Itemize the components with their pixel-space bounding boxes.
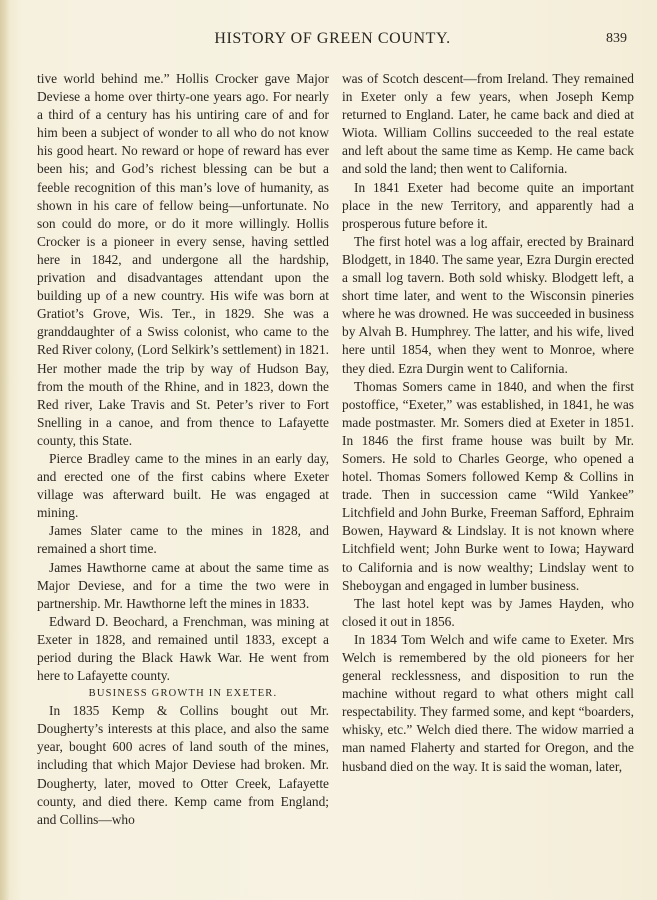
- running-header: [38, 30, 627, 52]
- paragraph: James Hawthorne came at about the same time as Major Deviese, and for a time the two were in partnership. Mr. Hawthorne left the mines in 1833.: [37, 559, 329, 611]
- paragraph: James Slater came to the mines in 1828, and remained a short time.: [37, 523, 329, 557]
- paragraph: tive world behind me.” Hollis Crocker gave Major Deviese a home over thirty-one years ago. For nearly a third of a century has his untiring care of and for him been a subject of wonder to all who do not know his good heart. No reward or hope of reward has ever been his; and God’s richest blessing can be but a feeble recognition of this man’s love of humanity, as shown in his care of fellow being—unfortunate. No son could do more, or do it more willingly. Hollis Crocker is a pioneer in every sense, having settled here in 1842, and undergone all the hardship, privation and disadvantages attendant upon the building up of a new country. His wife was born at Gratiot’s Grove, Wis. Ter., in 1829. She was a granddaughter of a Swiss colonist, who came to the Red River colony, (Lord Selkirk’s settlement) in 1821. Her mother made the trip by way of Hudson Bay, from the mouth of the Rhine, and in 1823, down the Red river, Lake Travis and St. Peter’s river to Fort Snelling in a canoe, and from thence to Lafayette county, this State.: [37, 71, 329, 448]
- page-number: 839: [606, 31, 627, 46]
- paragraph: Edward D. Beochard, a Frenchman, was mining at Exeter in 1828, and remained until 1833, except a period during the Black Hawk War. He went from here to Lafayette county.: [37, 613, 329, 684]
- paragraph: The last hotel kept was by James Hayden, who closed it out in 1856.: [342, 595, 634, 629]
- right-column: [342, 70, 634, 776]
- running-title: HISTORY OF GREEN COUNTY.: [214, 30, 451, 47]
- section-subheading: BUSINESS GROWTH IN EXETER.: [88, 688, 278, 700]
- page-gutter-shadow: [0, 0, 10, 900]
- paragraph: In 1834 Tom Welch and wife came to Exeter. Mrs Welch is remembered by the old pioneers for her general recklessness, and disposition to run the machine without regard to what others might call respectability. They farmed some, and kept “boarders, whisky, etc.” Welch died there. The widow married a man named Flaherty and started for Oregon, and the husband died on the way. It is said the woman, later,: [342, 631, 634, 774]
- paragraph: Thomas Somers came in 1840, and when the first postoffice, “Exeter,” was established, in 1841, he was made postmaster. Mr. Somers died at Exeter in 1851. In 1846 the first frame house was built by Mr. Somers. He sold to Charles George, who opened a hotel. Thomas Somers followed Kemp & Collins in trade. Then in succession came “Wild Yankee” Litchfield and John Burke, Freeman Safford, Ephraim Bowen, Hayward & Lindslay. It is not known where Litchfield went; John Burke went to Iowa; Hayward to California and is now wealthy; Lindslay went to Sheboygan and engaged in lumber business.: [342, 378, 634, 593]
- paragraph: In 1835 Kemp & Collins bought out Mr. Dougherty’s interests at this place, and also the same year, bought 600 acres of land south of the mines, including that which Major Deviese had broken. Mr. Dougherty, later, moved to Otter Creek, Lafayette county, and died there. Kemp came from England; and Collins—who: [37, 703, 329, 827]
- paragraph: was of Scotch descent—from Ireland. They remained in Exeter only a few years, when Joseph Kemp returned to England. Later, he came back and died at Wiota. William Collins succeeded to the real estate and left about the same time as Kemp. He came back and sold the land; then went to California.: [342, 71, 634, 177]
- paragraph: The first hotel was a log affair, erected by Brainard Blodgett, in 1840. The same year, Ezra Durgin erected a small log tavern. Both sold whisky. Blodgett left, a short time later, and went to the Wisconsin pineries where he was drowned. He was succeeded in business by Alvah B. Humphrey. The latter, and his wife, lived here until 1854, when they went to Monroe, where they died. Ezra Durgin went to California.: [342, 233, 634, 376]
- left-column: [37, 70, 329, 829]
- paragraph: In 1841 Exeter had become quite an important place in the new Territory, and apparently had a prosperous future before it.: [342, 179, 634, 231]
- paragraph: Pierce Bradley came to the mines in an early day, and erected one of the first cabins where Exeter village was afterward built. He was engaged at mining.: [37, 450, 329, 521]
